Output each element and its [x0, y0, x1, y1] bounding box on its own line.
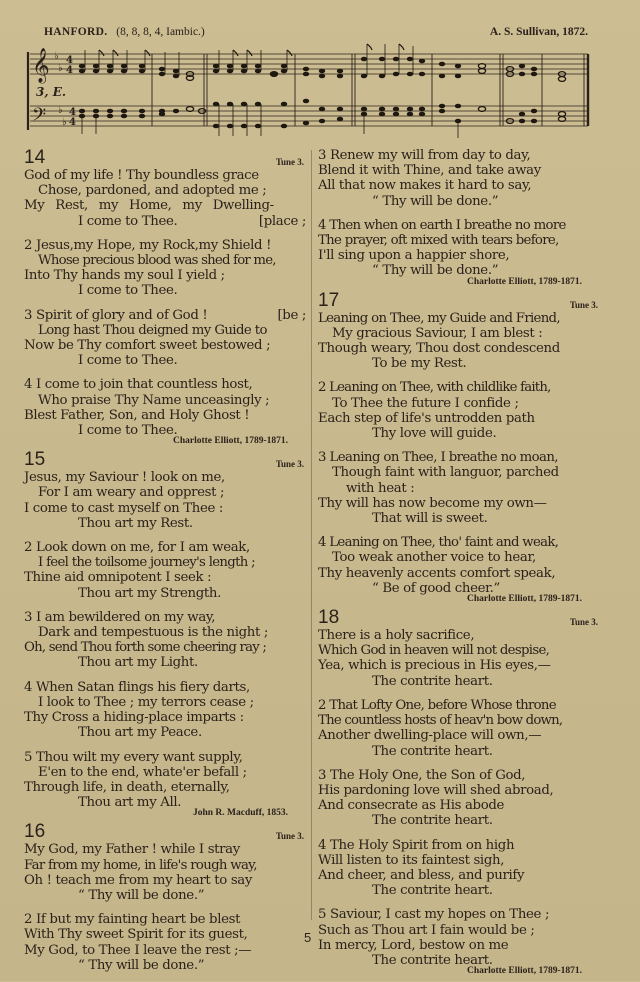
verse: [318, 838, 600, 899]
verse-line: The countless hosts of heav'n bow down,: [318, 713, 563, 729]
tune-title: [44, 26, 205, 38]
hymn-number: 17: [318, 289, 340, 311]
verse: [318, 311, 600, 372]
verse-line: Thine aid omnipotent I seek :: [24, 570, 212, 586]
verse-line: E'en to the end, whate'er befall ;: [38, 764, 247, 780]
verse-line: 4 Leaning on Thee, tho' faint and weak,: [318, 535, 559, 551]
verse-line: “ Be of good cheer.”: [372, 580, 500, 596]
verse-line: 4 Then when on earth I breathe no more: [318, 217, 566, 233]
verse-line: Chose, pardoned, and adopted me ;: [38, 183, 267, 199]
page-number: 5: [304, 930, 312, 945]
key-label: 3, E.: [36, 85, 67, 99]
verse-line: Jesus, my Saviour ! look on me,: [24, 470, 225, 486]
verse-line: Whose precious blood was shed for me,: [38, 253, 276, 269]
tune-label: Tune 3.: [275, 157, 304, 167]
verse-line: For I am weary and opprest ;: [38, 485, 225, 501]
verse-line: Thou art my Rest.: [78, 515, 193, 531]
hymn-author: John R. Macduff, 1853.: [192, 808, 288, 819]
verse-line: Through life, in death, eternally,: [24, 779, 230, 795]
verse: [318, 218, 600, 279]
verse-line: The prayer, oft mixed with tears before,: [318, 233, 559, 249]
hymn-number: 14: [24, 147, 46, 168]
verse-line: Yea, which is precious in His eyes,—: [318, 658, 551, 674]
treble-clef-icon: 𝄞: [32, 48, 50, 83]
verse-line: with heat :: [346, 480, 415, 496]
verse: [318, 698, 600, 759]
verse-line: Thy heavenly accents comfort speak,: [318, 565, 556, 581]
hymn-author: Charlotte Elliott, 1789-1871.: [466, 966, 582, 977]
verse-line-overflow: [place ;: [258, 213, 306, 229]
tune-label: Tune 3.: [275, 831, 304, 842]
verse-line: “ Thy will be done.”: [78, 957, 205, 973]
verse-line: 5 Saviour, I cast my hopes on Thee ;: [318, 907, 550, 923]
hymn-16: [24, 822, 306, 973]
verse-line: Who praise Thy Name unceasingly ;: [38, 392, 270, 408]
verse-line: My God, my Father ! while I stray: [24, 842, 240, 858]
verse-line: I look to Thee ; my terrors cease ;: [38, 694, 254, 710]
verse-line: Though faint with languor, parched: [332, 465, 559, 481]
verse-line: All that now makes it hard to say,: [318, 178, 532, 194]
verse-line: Thy Cross a hiding-place imparts :: [24, 710, 244, 726]
verse-line: 2 Leaning on Thee, with childlike faith,: [318, 380, 551, 396]
verse-line: Oh, send Thou forth some cheering ray ;: [24, 640, 267, 656]
verse-line: Into Thy hands my soul I yield ;: [24, 268, 225, 284]
verse-line: 4 I come to join that countless host,: [24, 377, 253, 393]
tune-label: Tune 3.: [569, 299, 598, 310]
verse-line: Now be Thy comfort sweet bestowed ;: [24, 338, 271, 354]
verse: [24, 750, 306, 811]
verse-line: With Thy sweet Spirit for its guest,: [24, 927, 248, 943]
verse-line: [24, 308, 306, 323]
verse-line: I come to cast myself on Thee :: [24, 500, 224, 516]
verse: [24, 912, 306, 973]
verse-line: Thou art my Peace.: [78, 725, 202, 741]
hymn-author: Charlotte Elliott, 1789-1871.: [466, 594, 582, 605]
verse-line: The contrite heart.: [372, 813, 493, 829]
verse-line: [24, 214, 306, 229]
hymn-number: 16: [24, 821, 46, 843]
verse-line: 2 Jesus,my Hope, my Rock,my Shield !: [24, 237, 272, 253]
tune-header: [44, 26, 588, 38]
verse-line: I'll sing upon a happier shore,: [318, 248, 510, 264]
verse: [24, 377, 306, 438]
verse-line: The contrite heart.: [372, 883, 493, 899]
verse-line: 3 Leaning on Thee, I breathe no moan,: [318, 450, 558, 466]
verse-line: My gracious Saviour, I am blest :: [332, 325, 543, 341]
verse: [318, 380, 600, 441]
verse-line: I feel the toilsome journey's length ;: [38, 555, 255, 571]
verse-line: In mercy, Lord, bestow on me: [318, 937, 509, 953]
verse-line: 4 The Holy Spirit from on high: [318, 837, 515, 853]
verse: [318, 450, 600, 526]
verse: [318, 148, 600, 209]
verse-line: And consecrate as His abode: [318, 798, 505, 814]
verse-line: To be my Rest.: [372, 356, 467, 372]
tune-label: Tune 3.: [275, 459, 304, 470]
svg-text:4: 4: [66, 55, 73, 66]
verse-line-text: I come to Thee.: [78, 213, 178, 229]
verse-line: 3 I am bewildered on my way,: [24, 609, 216, 625]
verse-line: “ Thy will be done.”: [78, 887, 205, 903]
verse-line: My God, to Thee I leave the rest ;—: [24, 942, 252, 958]
verse-line: “ Thy will be done.”: [372, 263, 499, 279]
tune-name: HANFORD.: [44, 26, 108, 38]
verse-line: Thy love will guide.: [372, 426, 497, 442]
verse: [318, 768, 600, 829]
hymn-number: 15: [24, 449, 46, 471]
verse-line: That will is sweet.: [372, 511, 488, 527]
hymn-16-continued: [318, 148, 600, 287]
verse-line: I come to Thee.: [78, 283, 178, 299]
right-column: [318, 148, 600, 980]
verse-line: God of my life ! Thy boundless grace: [24, 168, 259, 183]
svg-text:4: 4: [69, 117, 76, 128]
verse: [318, 535, 600, 596]
hymn-18: [318, 608, 600, 976]
verse-line: Long hast Thou deigned my Guide to: [38, 322, 267, 338]
verse: [24, 540, 306, 601]
tune-label: Tune 3.: [569, 617, 598, 628]
verse-line: The contrite heart.: [372, 952, 493, 968]
hymn-number: 18: [318, 607, 340, 629]
verse-line: Another dwelling-place will own,—: [318, 728, 542, 744]
verse-line: The contrite heart.: [372, 673, 493, 689]
verse-line: Thy will has now become my own—: [318, 495, 547, 511]
hymn-15: [24, 450, 306, 818]
verse-line: Which God in heaven will not despise,: [318, 643, 550, 659]
verse-line: Will listen to its faintest sigh,: [318, 852, 505, 868]
verse: [318, 907, 600, 968]
svg-text:♭: ♭: [54, 51, 59, 62]
verse-line: My Rest, my Home, my Dwelling-: [24, 198, 274, 214]
verse-line: Far from my home, in life's rough way,: [24, 857, 257, 873]
verse-line: Blend it with Thine, and take away: [318, 163, 541, 179]
verse-line: Such as Thou art I fain would be ;: [318, 922, 535, 938]
verse: [24, 680, 306, 741]
verse-line: I come to Thee.: [78, 423, 178, 439]
verse: [24, 842, 306, 903]
verse-line: Leaning on Thee, my Guide and Friend,: [318, 310, 560, 326]
verse-line: Too weak another voice to hear,: [332, 550, 536, 566]
svg-text:♭: ♭: [62, 117, 67, 128]
verse-line: 5 Thou wilt my every want supply,: [24, 749, 243, 765]
svg-text:4: 4: [66, 65, 73, 76]
verse-line: 2 Look down on me, for I am weak,: [24, 540, 250, 556]
verse-line: Each step of life's untrodden path: [318, 410, 535, 426]
verse-line: 3 The Holy One, the Son of God,: [318, 767, 526, 783]
verse-line: To Thee the future I confide ;: [332, 395, 519, 411]
verse: [318, 628, 600, 689]
verse: [24, 470, 306, 531]
verse-line-overflow: [be ;: [277, 307, 306, 323]
hymn-14: [24, 148, 306, 446]
verse-line: Blest Father, Son, and Holy Ghost !: [24, 407, 250, 423]
verse-line: 4 When Satan flings his fiery darts,: [24, 679, 250, 695]
verse-line: Though weary, Thou dost condescend: [318, 341, 560, 357]
verse-line: 3 Renew my will from day to day,: [318, 148, 531, 163]
verse-line: “ Thy will be done.”: [372, 193, 499, 209]
tune-composer: A. S. Sullivan, 1872.: [489, 26, 588, 38]
verse-line: 2 That Lofty One, before Whose throne: [318, 697, 556, 713]
verse-line: Thou art my Strength.: [78, 585, 221, 601]
verse-line: I come to Thee.: [78, 353, 178, 369]
svg-text:♭: ♭: [58, 105, 63, 116]
verse-line: Thou art my All.: [78, 795, 182, 811]
hymn-author: Charlotte Elliott, 1789-1871.: [466, 276, 582, 287]
svg-text:♭: ♭: [58, 63, 63, 74]
tune-meter: (8, 8, 8, 4, Iambic.): [116, 26, 205, 38]
verse-line-text: 3 Spirit of glory and of God !: [24, 307, 208, 323]
music-score: [22, 42, 592, 142]
verse: [24, 308, 306, 369]
column-divider: [311, 150, 312, 920]
verse-line: There is a holy sacrifice,: [318, 628, 475, 644]
verse-line: Oh ! teach me from my heart to say: [24, 872, 253, 888]
verse-line: 2 If but my fainting heart be blest: [24, 912, 241, 928]
verse-line: Thou art my Light.: [78, 655, 198, 671]
hymn-author: Charlotte Elliott, 1789-1871.: [172, 436, 288, 447]
verse: [24, 168, 306, 229]
verse-line: The contrite heart.: [372, 743, 493, 759]
svg-text:4: 4: [69, 107, 76, 118]
hymn-17: [318, 291, 600, 604]
verse: [24, 238, 306, 299]
verse-line: Dark and tempestuous is the night ;: [38, 625, 269, 641]
verse: [24, 610, 306, 671]
left-column: [24, 148, 306, 982]
verse-line: And cheer, and bless, and purify: [318, 867, 525, 883]
bass-clef-icon: 𝄢: [32, 105, 47, 130]
verse-line: His pardoning love will shed abroad,: [318, 782, 554, 798]
